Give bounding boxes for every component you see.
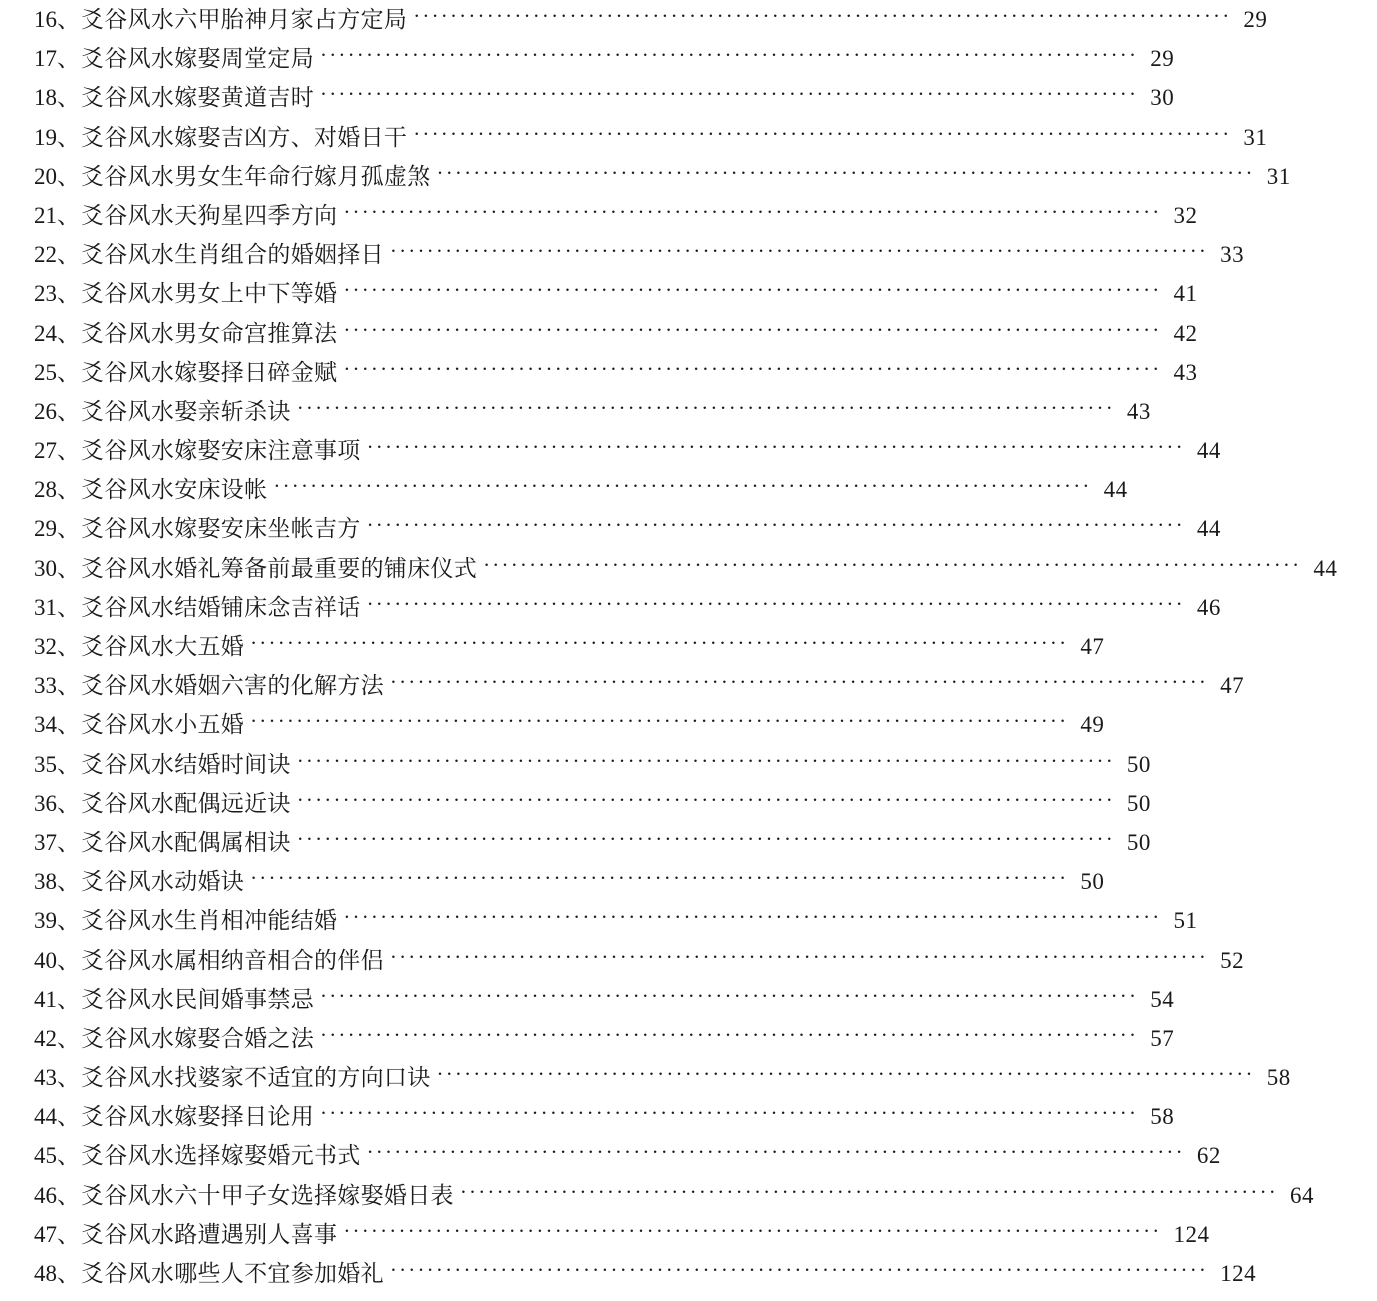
toc-entry[interactable]: [34, 4, 1268, 47]
toc-entry-number: 26、: [34, 398, 80, 424]
toc-leader-dots: ·························································································: [366, 1140, 1185, 1165]
toc-leader-dots: ·························································································: [320, 1101, 1139, 1126]
toc-entry-title: 爻谷风水娶亲斩杀诀: [81, 398, 291, 424]
toc-entry-number: 28、: [34, 477, 80, 503]
toc-leader-dots: ·························································································: [389, 239, 1209, 264]
toc-entry-number: 18、: [34, 85, 80, 111]
toc-entry-title: 爻谷风水属相纳音相合的伴侣: [81, 947, 384, 973]
toc-entry[interactable]: [34, 43, 1175, 86]
toc-entry-number: 41、: [34, 986, 80, 1012]
toc-entry-number: 38、: [34, 869, 80, 895]
toc-leader-dots: ·························································································: [389, 670, 1209, 695]
toc-leader-dots: ·························································································: [343, 1218, 1162, 1243]
toc-entry[interactable]: [34, 591, 1221, 635]
toc-leader-dots: ·························································································: [296, 826, 1115, 851]
toc-entry-number: 32、: [34, 634, 80, 659]
toc-entry-page: 46: [1196, 594, 1221, 620]
toc-leader-dots: ·························································································: [296, 787, 1115, 812]
toc-entry-title: 爻谷风水男女生年命行嫁月孤虚煞: [81, 163, 431, 189]
toc-entry[interactable]: [34, 82, 1175, 125]
toc-leader-dots: ·························································································: [273, 474, 1092, 499]
toc-entry-number: 43、: [34, 1065, 80, 1091]
toc-entry-title: 爻谷风水嫁娶择日论用: [81, 1104, 314, 1130]
toc-entry-title: 爻谷风水天狗星四季方向: [81, 202, 338, 228]
toc-entry[interactable]: [34, 121, 1268, 165]
toc-entry[interactable]: [34, 1218, 1210, 1262]
toc-entry-title: 爻谷风水选择嫁娶婚元书式: [81, 1143, 361, 1169]
toc-entry-page: 54: [1150, 986, 1175, 1012]
toc-entry-title: 爻谷风水大五婚: [81, 634, 245, 659]
toc-leader-dots: ·························································································: [250, 866, 1069, 891]
toc-entry-number: 39、: [34, 908, 80, 934]
toc-entry-title: 爻谷风水婚礼筹备前最重要的铺床仪式: [81, 555, 478, 581]
toc-entry-title: 爻谷风水嫁娶周堂定局: [81, 46, 314, 72]
toc-entry-number: 35、: [34, 751, 80, 777]
toc-entry-number: 36、: [34, 790, 80, 816]
toc-entry-title: 爻谷风水小五婚: [81, 712, 245, 738]
toc-entry[interactable]: [34, 356, 1198, 400]
toc-entry-page: 29: [1150, 46, 1175, 72]
toc-entry[interactable]: [34, 435, 1221, 478]
toc-entry-number: 47、: [34, 1221, 80, 1247]
toc-entry[interactable]: [34, 905, 1198, 948]
toc-entry[interactable]: [34, 474, 1128, 517]
toc-entry[interactable]: [34, 552, 1338, 596]
toc-entry-page: 43: [1173, 359, 1198, 385]
toc-leader-dots: ·························································································: [296, 395, 1115, 420]
toc-entry-title: 爻谷风水生肖相冲能结婚: [81, 908, 338, 934]
toc-leader-dots: ·························································································: [483, 552, 1302, 577]
toc-entry-title: 爻谷风水配偶远近诀: [81, 790, 291, 816]
toc-entry-title: 爻谷风水六十甲子女选择嫁娶婚日表: [81, 1182, 454, 1208]
toc-entry-title: 爻谷风水嫁娶择日碎金赋: [81, 359, 338, 385]
toc-entry-title: 爻谷风水生肖组合的婚姻择日: [81, 242, 384, 268]
toc-entry-page: 52: [1220, 947, 1245, 973]
toc-entry-number: 40、: [34, 947, 80, 973]
toc-entry[interactable]: [34, 278, 1198, 321]
toc-entry-number: 29、: [34, 516, 80, 542]
toc-leader-dots: ·························································································: [459, 1179, 1279, 1204]
toc-leader-dots: ·························································································: [389, 944, 1209, 969]
toc-entry-number: 23、: [34, 281, 80, 307]
toc-entry-number: 24、: [34, 320, 80, 346]
toc-entry-title: 爻谷风水哪些人不宜参加婚礼: [81, 1261, 384, 1286]
toc-entry-number: 44、: [34, 1104, 80, 1130]
toc-leader-dots: ·························································································: [389, 1258, 1209, 1282]
toc-entry[interactable]: [34, 239, 1245, 282]
toc-entry-number: 48、: [34, 1261, 80, 1286]
toc-leader-dots: ·························································································: [366, 435, 1185, 460]
toc-entry-page: 47: [1080, 634, 1105, 659]
toc-entry[interactable]: [34, 160, 1291, 204]
toc-entry-page: 44: [1313, 555, 1338, 581]
toc-entry-title: 爻谷风水结婚铺床念吉祥话: [81, 594, 361, 620]
toc-entry[interactable]: [34, 317, 1198, 361]
toc-entry-page: 58: [1150, 1104, 1175, 1130]
toc-entry[interactable]: [34, 787, 1151, 831]
toc-entry[interactable]: [34, 1179, 1315, 1223]
toc-leader-dots: ·························································································: [436, 160, 1255, 185]
toc-entry[interactable]: [34, 826, 1151, 870]
toc-entry-page: 50: [1080, 869, 1105, 895]
toc-entry-title: 爻谷风水嫁娶安床注意事项: [81, 438, 361, 464]
toc-entry-number: 42、: [34, 1025, 80, 1051]
toc-entry-title: 爻谷风水安床设帐: [81, 477, 268, 503]
toc-entry-title: 爻谷风水男女上中下等婚: [81, 281, 338, 307]
toc-entry-page: 50: [1126, 829, 1151, 855]
toc-entry-number: 37、: [34, 829, 80, 855]
toc-entry-page: 50: [1126, 751, 1151, 777]
toc-leader-dots: ·························································································: [250, 709, 1069, 734]
toc-leader-dots: ·························································································: [343, 905, 1162, 930]
toc-entry-title: 爻谷风水婚姻六害的化解方法: [81, 673, 384, 699]
toc-leader-dots: ·························································································: [296, 748, 1115, 773]
toc-entry[interactable]: [34, 513, 1221, 556]
toc-entry-number: 17、: [34, 46, 80, 72]
toc-entry-page: 43: [1126, 398, 1151, 424]
toc-leader-dots: ·························································································: [366, 513, 1185, 538]
toc-entry-title: 爻谷风水路遭遇别人喜事: [81, 1221, 338, 1247]
toc-leader-dots: ·························································································: [413, 4, 1232, 28]
toc-entry-page: 47: [1220, 673, 1245, 699]
toc-entry-number: 34、: [34, 712, 80, 738]
toc-entry-page: 58: [1266, 1065, 1291, 1091]
toc-entry[interactable]: [34, 1062, 1291, 1105]
toc-entry-page: 44: [1103, 477, 1128, 503]
toc-leader-dots: ·························································································: [320, 1022, 1139, 1047]
toc-entry[interactable]: [34, 631, 1105, 674]
toc-entry[interactable]: [34, 983, 1175, 1027]
toc-entry-number: 20、: [34, 163, 80, 189]
toc-entry[interactable]: [34, 944, 1245, 988]
toc-entry-number: 27、: [34, 438, 80, 464]
toc-leader-dots: ·························································································: [320, 82, 1139, 107]
toc-entry-number: 45、: [34, 1143, 80, 1169]
toc-leader-dots: ·························································································: [436, 1062, 1255, 1087]
toc-leader-dots: ·························································································: [343, 317, 1162, 342]
toc-entry-number: 21、: [34, 202, 80, 228]
toc-entry[interactable]: [34, 395, 1151, 439]
toc-entry[interactable]: [34, 670, 1245, 713]
toc-entry-title: 爻谷风水找婆家不适宜的方向口诀: [81, 1065, 431, 1091]
toc-entry-title: 爻谷风水嫁娶黄道吉时: [81, 85, 314, 111]
toc-leader-dots: ·························································································: [366, 591, 1185, 616]
toc-entry-page: 124: [1220, 1261, 1257, 1286]
toc-entry-title: 爻谷风水嫁娶吉凶方、对婚日干: [81, 124, 408, 150]
toc-leader-dots: ·························································································: [343, 199, 1162, 224]
toc-entry-number: 25、: [34, 359, 80, 385]
toc-entry[interactable]: [34, 1258, 1257, 1301]
toc-entry-page: 29: [1243, 7, 1268, 32]
toc-entry-page: 62: [1196, 1143, 1221, 1169]
toc-leader-dots: ·························································································: [343, 278, 1162, 303]
toc-entry[interactable]: [34, 1140, 1221, 1183]
toc-entry-title: 爻谷风水结婚时间诀: [81, 751, 291, 777]
toc-entry-title: 爻谷风水六甲胎神月家占方定局: [81, 7, 408, 32]
toc-entry[interactable]: [34, 1022, 1175, 1066]
toc-leader-dots: ·························································································: [320, 43, 1139, 68]
toc-leader-dots: ·························································································: [343, 356, 1162, 381]
toc-entry-page: 44: [1196, 516, 1221, 542]
toc-entry[interactable]: [34, 748, 1151, 792]
toc-entry-page: 57: [1150, 1025, 1175, 1051]
toc-entry-title: 爻谷风水嫁娶安床坐帐吉方: [81, 516, 361, 542]
toc-entry-number: 30、: [34, 555, 80, 581]
toc-entry[interactable]: [34, 866, 1105, 909]
toc-entry-title: 爻谷风水嫁娶合婚之法: [81, 1025, 314, 1051]
toc-entry-title: 爻谷风水男女命宫推算法: [81, 320, 338, 346]
toc-entry-page: 44: [1196, 438, 1221, 464]
toc-entry-page: 31: [1243, 124, 1268, 150]
toc-leader-dots: ·························································································: [250, 631, 1069, 655]
toc-entry[interactable]: [34, 199, 1198, 243]
toc-entry-page: 124: [1173, 1221, 1210, 1247]
toc-entry-page: 42: [1173, 320, 1198, 346]
toc-entry[interactable]: [34, 709, 1105, 752]
toc-entry-page: 31: [1266, 163, 1291, 189]
toc-entry-page: 33: [1220, 242, 1245, 268]
toc-leader-dots: ·························································································: [320, 983, 1139, 1008]
toc-leader-dots: ·························································································: [413, 121, 1232, 146]
toc-entry-page: 50: [1126, 790, 1151, 816]
toc-entry-title: 爻谷风水动婚诀: [81, 869, 245, 895]
toc-entry-page: 64: [1290, 1182, 1315, 1208]
toc-entry-page: 32: [1173, 202, 1198, 228]
toc-entry-number: 33、: [34, 673, 80, 699]
toc-entry-number: 16、: [34, 7, 80, 32]
toc-entry-page: 30: [1150, 85, 1175, 111]
toc-entry-number: 22、: [34, 242, 80, 268]
toc-entry-page: 51: [1173, 908, 1198, 934]
toc-entry-number: 46、: [34, 1182, 80, 1208]
toc-entry-title: 爻谷风水配偶属相诀: [81, 829, 291, 855]
toc-entry[interactable]: [34, 1101, 1175, 1144]
toc-entry-number: 19、: [34, 124, 80, 150]
toc-entry-page: 49: [1080, 712, 1105, 738]
toc-entry-page: 41: [1173, 281, 1198, 307]
toc-entry-number: 31、: [34, 594, 80, 620]
toc-entry-title: 爻谷风水民间婚事禁忌: [81, 986, 314, 1012]
